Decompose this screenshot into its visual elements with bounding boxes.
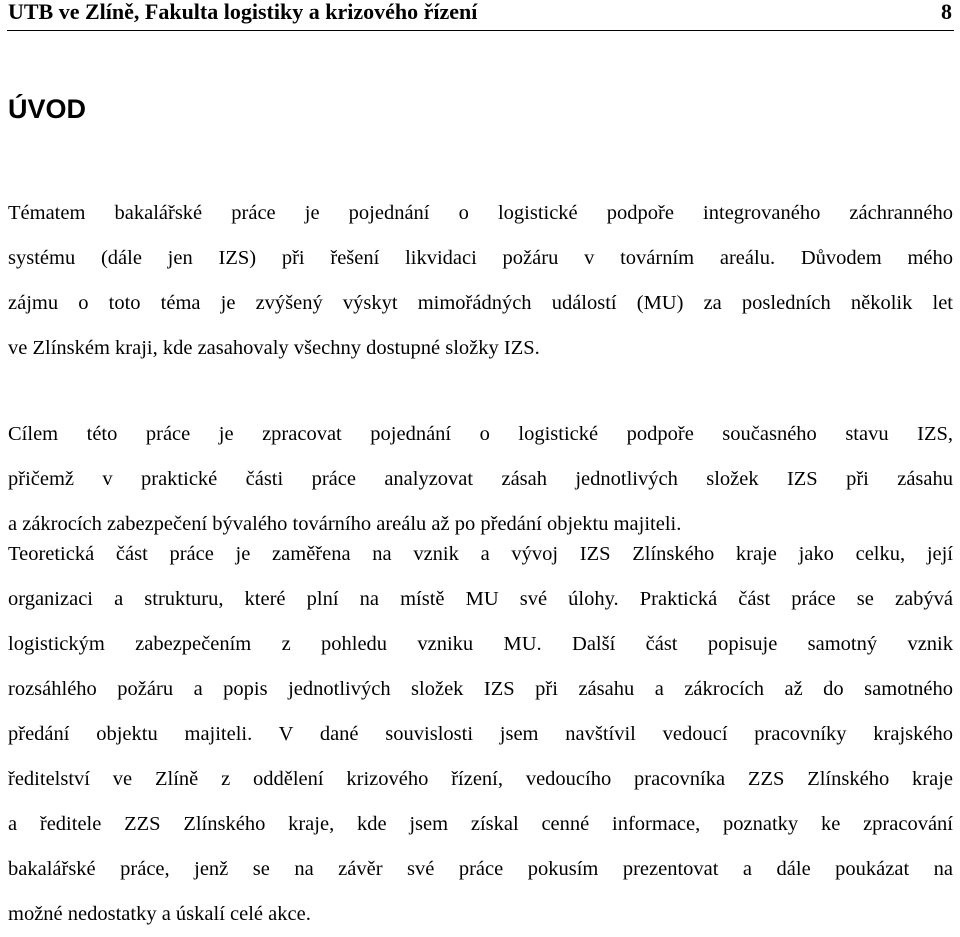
text-line: ředitelství ve Zlíně z oddělení krizového řízení, vedoucího pracovníka ZZS Zlínského kraje bbox=[8, 768, 953, 790]
text-line: předání objektu majiteli. V dané souvislosti jsem navštívil vedoucí pracovníky krajského bbox=[8, 723, 953, 745]
paragraph-3 bbox=[8, 532, 953, 937]
text-line: Cílem této práce je zpracovat pojednání o logistické podpoře současného stavu IZS, bbox=[8, 423, 953, 445]
text-line: systému (dále jen IZS) při řešení likvidaci požáru v továrním areálu. Důvodem mého bbox=[8, 247, 953, 269]
header-institution: UTB ve Zlíně, Fakulta logistiky a krizového řízení bbox=[8, 0, 478, 24]
text-line: Tématem bakalářské práce je pojednání o logistické podpoře integrovaného záchranného bbox=[8, 202, 953, 224]
text-line: a ředitele ZZS Zlínského kraje, kde jsem získal cenné informace, poznatky ke zpracování bbox=[8, 813, 953, 835]
page-header bbox=[7, 0, 954, 31]
text-line: přičemž v praktické části práce analyzovat zásah jednotlivých složek IZS při zásahu bbox=[8, 468, 953, 490]
text-line: Teoretická část práce je zaměřena na vznik a vývoj IZS Zlínského kraje jako celku, její bbox=[8, 543, 953, 565]
section-title: ÚVOD bbox=[8, 94, 87, 124]
text-line: zájmu o toto téma je zvýšený výskyt mimořádných událostí (MU) za posledních několik let bbox=[8, 292, 953, 314]
page-number: 8 bbox=[941, 0, 952, 24]
text-line: možné nedostatky a úskalí celé akce. bbox=[8, 903, 311, 925]
text-line: bakalářské práce, jenž se na závěr své práce pokusím prezentovat a dále poukázat na bbox=[8, 858, 953, 880]
text-line: ve Zlínském kraji, kde zasahovaly všechny dostupné složky IZS. bbox=[8, 337, 540, 359]
paragraph-2 bbox=[8, 412, 953, 547]
text-line: logistickým zabezpečením z pohledu vzniku MU. Další část popisuje samotný vznik bbox=[8, 633, 953, 655]
paragraph-1 bbox=[8, 191, 953, 371]
text-line: a zákrocích zabezpečení bývalého továrního areálu až po předání objektu majiteli. bbox=[8, 513, 682, 535]
text-line: rozsáhlého požáru a popis jednotlivých složek IZS při zásahu a zákrocích až do samotného bbox=[8, 678, 953, 700]
text-line: organizaci a strukturu, které plní na místě MU své úlohy. Praktická část práce se zabývá bbox=[8, 588, 953, 610]
